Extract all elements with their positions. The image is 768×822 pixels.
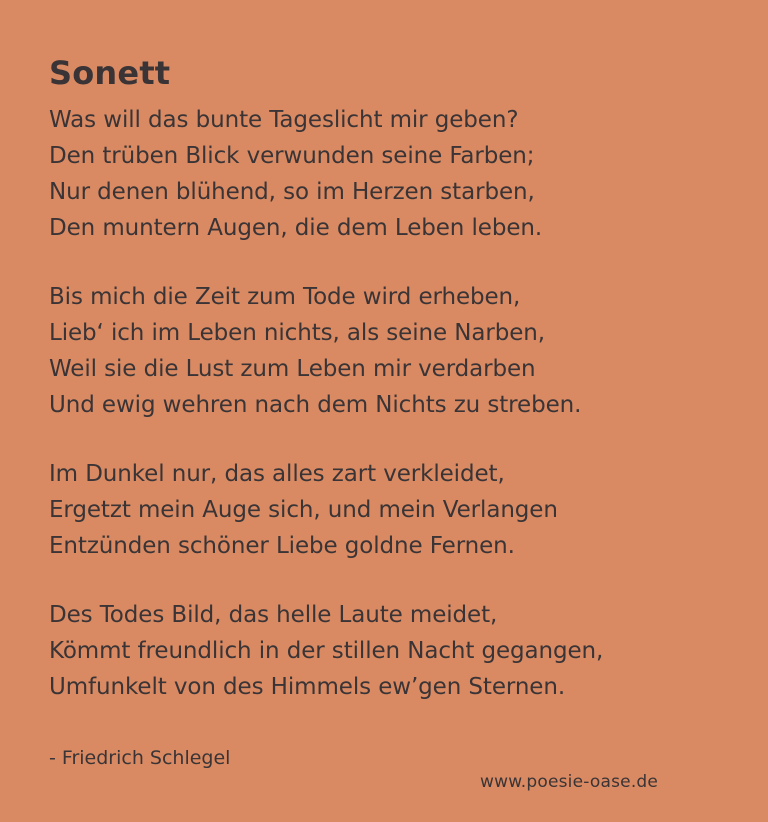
stanza-2 xyxy=(49,279,729,423)
verse-line: Umfunkelt von des Himmels ew’gen Sternen. xyxy=(49,674,566,700)
verse-line: Bis mich die Zeit zum Tode wird erheben, xyxy=(49,284,521,310)
verse-line: Weil sie die Lust zum Leben mir verdarben xyxy=(49,356,536,382)
verse-line: Entzünden schöner Liebe goldne Fernen. xyxy=(49,533,515,559)
verse-line: Lieb‘ ich im Leben nichts, als seine Narben, xyxy=(49,320,545,346)
website-credit: www.poesie-oase.de xyxy=(480,772,659,792)
verse-line: Den muntern Augen, die dem Leben leben. xyxy=(49,215,543,241)
verse-line: Den trüben Blick verwunden seine Farben; xyxy=(49,143,535,169)
stanza-4 xyxy=(49,597,729,705)
verse-line: Und ewig wehren nach dem Nichts zu streben. xyxy=(49,392,582,418)
verse-line: Was will das bunte Tageslicht mir geben? xyxy=(49,107,519,133)
poem-card xyxy=(49,52,729,738)
verse-line: Nur denen blühend, so im Herzen starben, xyxy=(49,179,535,205)
stanza-1 xyxy=(49,102,729,246)
verse-line: Im Dunkel nur, das alles zart verkleidet, xyxy=(49,461,505,487)
verse-line: Kömmt freundlich in der stillen Nacht gegangen, xyxy=(49,638,604,664)
verse-line: Des Todes Bild, das helle Laute meidet, xyxy=(49,602,498,628)
poem-title: Sonett xyxy=(49,54,171,92)
poem-author: - Friedrich Schlegel xyxy=(49,747,231,769)
verse-line: Ergetzt mein Auge sich, und mein Verlangen xyxy=(49,497,558,523)
stanza-3 xyxy=(49,456,729,564)
